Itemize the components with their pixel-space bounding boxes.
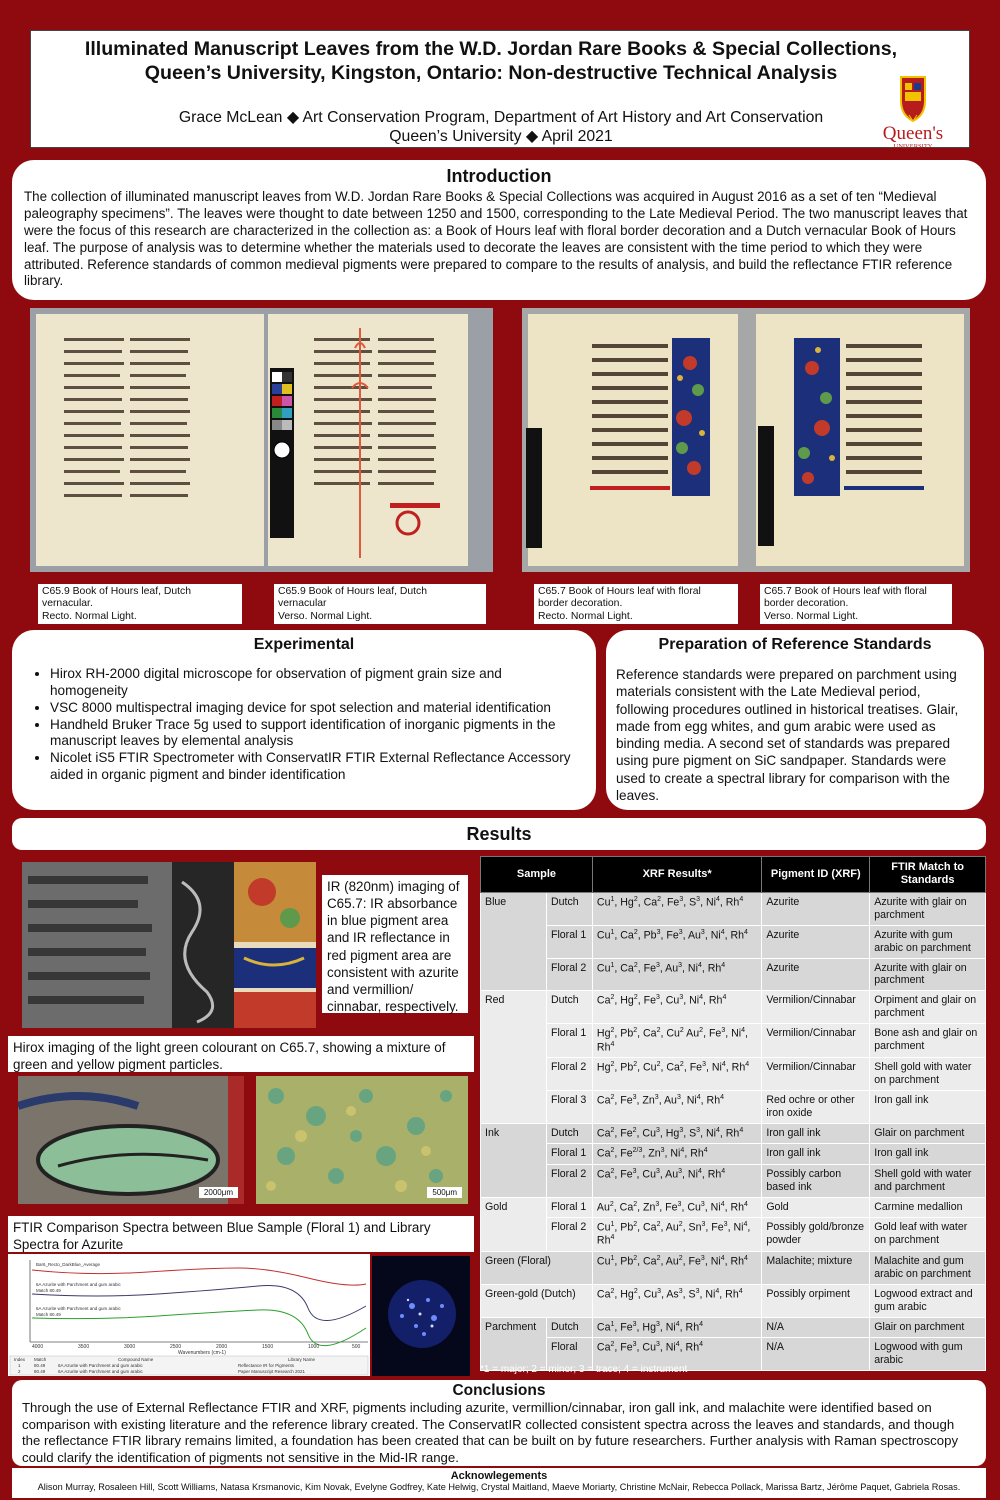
spectrum-label: Match 80.49 (36, 1288, 61, 1293)
scale-bar-label: 2000μm (199, 1187, 238, 1198)
list-item: • Handheld Bruker Trace 5g used to support identification of inorganic pigments in the manuscript leaves by elemental analysis (50, 717, 580, 751)
table-row: Floral Ca$^2$, Fe$^3$, Cu$^3$, Ni$^4$, Rh$^4$ N/A Logwood with gum arabic (481, 1338, 986, 1371)
conclusions-heading: Conclusions (452, 1382, 546, 1399)
axis-tick-label: 3000 (124, 1344, 136, 1350)
preparation-heading: Preparation of Reference Standards (658, 636, 932, 653)
caption-c657-recto (534, 584, 738, 624)
spectrum-graph (8, 1254, 370, 1376)
spectrum-table-header: Compound Name (118, 1357, 154, 1362)
scale-bar-label: 500μm (427, 1187, 462, 1198)
photo-c659-leaves (30, 308, 493, 572)
table-row: Blue Dutch Cu$^1$, Hg$^2$, Ca$^2$, Fe$^3$, $S^3$, Ni$^4$, Rh$^4$ Azurite Azurite with glair on parchment (481, 892, 986, 925)
caption-line: Verso. Normal Light. (278, 610, 373, 622)
spectrum-label: Bar6_Recto_DarkBlue_Average (36, 1262, 100, 1267)
table-row: Ink Dutch Ca$^2$, Fe$^2$, Cu$^3$, Hg$^3$, $S^3$, Ni$^4$, Rh$^4$ Iron gall ink Glair on parchment (481, 1123, 986, 1143)
column-header: FTIR Match to Standards (870, 857, 986, 893)
spectrum-table-cell: 6A Azurite with Parchment and gum arabic (58, 1369, 143, 1374)
spectrum-table-header: Match (34, 1357, 47, 1362)
table-row: Floral 3 Ca$^2$, Fe$^3$, Zn$^3$, Au$^3$, Ni$^4$, Rh$^4$ Red ochre or other iron oxide Iron gall ink (481, 1090, 986, 1123)
hirox-caption (8, 1036, 474, 1072)
spectrum-table-cell: Reflectance IR for Pigments (238, 1363, 295, 1368)
caption-c657-verso (760, 584, 952, 624)
caption-line: Recto. Normal Light. (42, 610, 137, 622)
spectrum-table-header: Index (14, 1357, 26, 1362)
manuscript-text-lines (30, 308, 493, 572)
table-row: Floral 1 Ca$^2$, $Fe^{2/3}$, Zn$^3$, Ni$^4$, Rh$^4$ Iron gall ink Iron gall ink (481, 1144, 986, 1164)
preparation-text: Reference standards were prepared on parchment using materials consistent with the Late Medieval period, following procedures outlined in historical treatises. Glair, made from egg whites, and gum arabic were used as binding media. A second set of standards was prepared using pure pigment on SiC sandpaper. Standards were used to create a spectral library for comparison with the leaves. (616, 667, 959, 803)
hirox-image-2000 (18, 1076, 244, 1204)
table-row: Parchment Dutch Ca$^1$, Fe$^3$, Hg$^3$, Ni$^4$, Rh$^4$ N/A Glair on parchment (481, 1317, 986, 1337)
spectrum-label: 6A Azurite with Parchment and gum arabic (36, 1306, 121, 1311)
caption-line: Recto. Normal Light. (538, 610, 633, 622)
table-row: Floral 2 Ca$^2$, Fe$^3$, Cu$^3$, Au$^3$, Ni$^4$, Rh$^4$ Possibly carbon based ink Shell gold with water and parchment (481, 1164, 986, 1197)
table-row: Red Dutch Ca$^2$, Hg$^2$, Fe$^3$, Cu$^3$, Ni$^4$, Rh$^4$ Vermilion/Cinnabar Orpiment and glair on parchment (481, 991, 986, 1024)
spectrum-table-cell: 1 (18, 1363, 21, 1368)
ir-caption (322, 875, 468, 1013)
table-row: Gold Floral 1 Au$^2$, Ca$^2$, Zn$^3$, Fe$^3$, Cu$^3$, Ni$^4$, Rh$^4$ Gold Carmine medallion (481, 1197, 986, 1217)
acknowledgements-section (12, 1468, 986, 1498)
spectrum-table-cell: 2 (18, 1369, 21, 1374)
experimental-section (12, 630, 596, 810)
table-row: Floral 2 Cu$^1$, Ca$^2$, Fe$^3$, Au$^3$, Ni$^4$, Rh$^4$ Azurite Azurite with glair on parchment (481, 958, 986, 991)
axis-tick-label: 2000 (216, 1344, 228, 1350)
title-line-2: Queen’s University, Kingston, Ontario: Non-destructive Technical Analysis (144, 62, 838, 85)
conclusions-text: Through the use of External Reflectance FTIR and XRF, pigments including azurite, vermillion/cinnabar, iron gall ink, and malachite were identified based on comparison with existing literature and the reference library created. The ConservatIR collected consistent spectra across the leaves and standards, and though the reflectance FTIR library remains limited, a foundation has been created that can be built on by future researchers. Further analysis with Raman spectroscopy could clarify the identification of pigments not sensitive in the Mid-IR range. (22, 1400, 959, 1465)
spectrum-table-cell: 80.49 (34, 1369, 46, 1374)
axis-tick-label: 2500 (170, 1344, 182, 1350)
author-line-1: Grace McLean ◆ Art Conservation Program, Department of Art History and Art Conservation (178, 109, 824, 126)
caption-line: Verso. Normal Light. (764, 610, 859, 622)
introduction-heading: Introduction (446, 166, 552, 186)
title-banner (30, 30, 970, 148)
column-header: Sample (481, 857, 593, 893)
ftir-spectrum-plot (8, 1254, 370, 1376)
ir-visible-image (234, 862, 316, 1028)
caption-line: C65.7 Book of Hours leaf with floral (764, 586, 927, 597)
results-heading: Results (466, 824, 532, 844)
svg-text:Queen's: Queen's (882, 123, 944, 144)
ir-image (22, 862, 234, 1028)
caption-line: C65.9 Book of Hours leaf, Dutch (42, 586, 192, 597)
preparation-section (606, 630, 984, 810)
caption-line: vernacular. (42, 598, 93, 610)
spectrum-table-header: Library Name (288, 1357, 316, 1362)
results-heading-bar (12, 818, 986, 850)
list-item: • Hirox RH-2000 digital microscope for observation of pigment grain size and homogeneity (50, 666, 580, 700)
svg-text:UNIVERSITY: UNIVERSITY (893, 143, 933, 150)
caption-line: C65.9 Book of Hours leaf, Dutch (278, 586, 428, 597)
poster-title (41, 37, 941, 86)
axis-tick-label: 1500 (262, 1344, 274, 1350)
caption-line: border decoration. (538, 598, 623, 610)
ir-caption-text: IR (820nm) imaging of C65.7: IR absorbance in blue pigment area and IR reflectance in red pigment area are consistent with azurite and vermillion/ cinnabar, respectively. (327, 879, 460, 1015)
hirox-particle-detail (256, 1076, 468, 1204)
list-item: • VSC 8000 multispectral imaging device for spot selection and material identification (50, 700, 580, 717)
table-footnote: *1 = major; 2 = minor; 3 = trace; 4 = instrument (480, 1364, 688, 1375)
table-row: Floral 2 Hg$^2$, Pb$^2$, Cu$^2$, Ca$^2$, Fe$^3$, Ni$^4$, Rh$^4$ Vermilion/Cinnabar Shell gold with water on parchment (481, 1058, 986, 1091)
ftir-caption-text: FTIR Comparison Spectra between Blue Sample (Floral 1) and Library Spectra for Azurite (13, 1220, 431, 1253)
conclusions-section (12, 1380, 986, 1466)
spectrum-label: 6A Azurite with Parchment and gum arabic (36, 1282, 121, 1287)
floral-border-leaves (522, 308, 970, 572)
author-line-2: Queen’s University ◆ April 2021 (389, 127, 613, 145)
axis-tick-label: 3500 (78, 1344, 90, 1350)
caption-c659-recto (38, 584, 242, 624)
x-axis-label: Wavenumbers (cm-1) (178, 1350, 226, 1356)
visible-floral-detail (234, 862, 316, 1028)
author-block (1, 109, 1000, 147)
spectrum-table-cell: 6A Azurite with Parchment and gum arabic (58, 1363, 143, 1368)
acknowledgements-text: Alison Murray, Rosaleen Hill, Scott Williams, Natasa Krsmanovic, Kim Novak, Evelyne Godfrey, Kate Helwig, Crystal Maitland, Maeve Moriarty, Christine McNair, Rebecca Pollack, Marissa Bartz, Jérôme Paquet, Gabriela Rosas. (37, 1482, 961, 1492)
caption-line: vernacular (278, 598, 327, 610)
spectrum-table-cell: Paper Manuscript Research 2021 (238, 1369, 306, 1374)
table-row: Green (Floral) Cu$^1$, Pb$^2$, Ca$^2$, Au$^2$, Fe$^3$, Ni$^4$, Rh$^4$ Malachite; mixture Malachite and gum arabic on parchment (481, 1251, 986, 1284)
spectrum-label: Match 80.49 (36, 1312, 61, 1317)
queens-logo (871, 73, 955, 151)
introduction-text: The collection of illuminated manuscript leaves from W.D. Jordan Rare Books & Special Collections was acquired in August 2016 as a set of ten “Medieval paleography specimens”. The leaves were thought to date between 1250 and 1500, corresponding to the Late Medieval Period. The two manuscript leaves that were the focus of this research are characterized in the collection as: a Book of Hours leaf with floral border decoration and a Dutch vernacular Book of Hours leaf. The purpose of analysis was to determine whether the materials used to decorate the leaves are consistent with the time period to which they were attributed. Reference standards of common medieval pigments were prepared to compare to the results of analysis, and build the reflectance FTIR reference library. (24, 189, 968, 289)
hirox-image-500 (256, 1076, 468, 1204)
caption-c659-verso (274, 584, 486, 624)
results-table (480, 856, 986, 1371)
azurite-micrograph (372, 1256, 470, 1376)
axis-tick-label: 4000 (32, 1344, 44, 1350)
list-item: • Nicolet iS5 FTIR Spectrometer with ConservatIR FTIR External Reflectance Accessory aided in organic pigment and binder identification (50, 750, 580, 784)
title-line-1: Illuminated Manuscript Leaves from the W.D. Jordan Rare Books & Special Collections, (84, 38, 898, 60)
caption-line: border decoration. (764, 598, 849, 610)
column-header: Pigment ID (XRF) (762, 857, 870, 893)
ir-text-texture (22, 862, 234, 1028)
blue-particles (372, 1256, 470, 1376)
axis-tick-label: 1000 (308, 1344, 320, 1350)
hirox-leaf-detail (18, 1076, 244, 1204)
photo-c657-leaves (522, 308, 970, 572)
column-header: XRF Results* (592, 857, 761, 893)
acknowledgements-heading: Acknowlegements (450, 1470, 548, 1482)
experimental-heading: Experimental (253, 636, 355, 653)
table-row: Floral 1 Hg$^2$, Pb$^2$, Ca$^2$, Cu$^2$ Au$^2$, Fe$^3$, Ni$^4$, Rh$^4$ Vermilion/Cinnabar Bone ash and glair on parchment (481, 1024, 986, 1058)
table-row: Floral 2 Cu$^1$, Pb$^2$, Ca$^2$, Au$^2$, Sn$^3$, Fe$^3$, Ni$^4$, Rh$^4$ Possibly gold/bronze powder Gold leaf with water on parchment (481, 1217, 986, 1251)
experimental-list (28, 666, 580, 784)
table-row: Floral 1 Cu$^1$, Ca$^2$, Pb$^3$, Fe$^3$, Au$^3$, Ni$^4$, Rh$^4$ Azurite Azurite with gum arabic on parchment (481, 925, 986, 958)
table-row: Green-gold (Dutch) Ca$^2$, Hg$^2$, Cu$^3$, As$^3$, $S^3$, Ni$^4$, Rh$^4$ Possibly orpiment Logwood extract and gum arabic (481, 1284, 986, 1317)
spectrum-table-cell: 80.49 (34, 1363, 46, 1368)
caption-line: C65.7 Book of Hours leaf with floral (538, 586, 701, 597)
axis-tick-label: 500 (352, 1344, 361, 1350)
introduction-section (12, 160, 986, 300)
hirox-caption-text: Hirox imaging of the light green colourant on C65.7, showing a mixture of green and yellow pigment particles. (13, 1040, 446, 1073)
ftir-caption (8, 1216, 474, 1252)
